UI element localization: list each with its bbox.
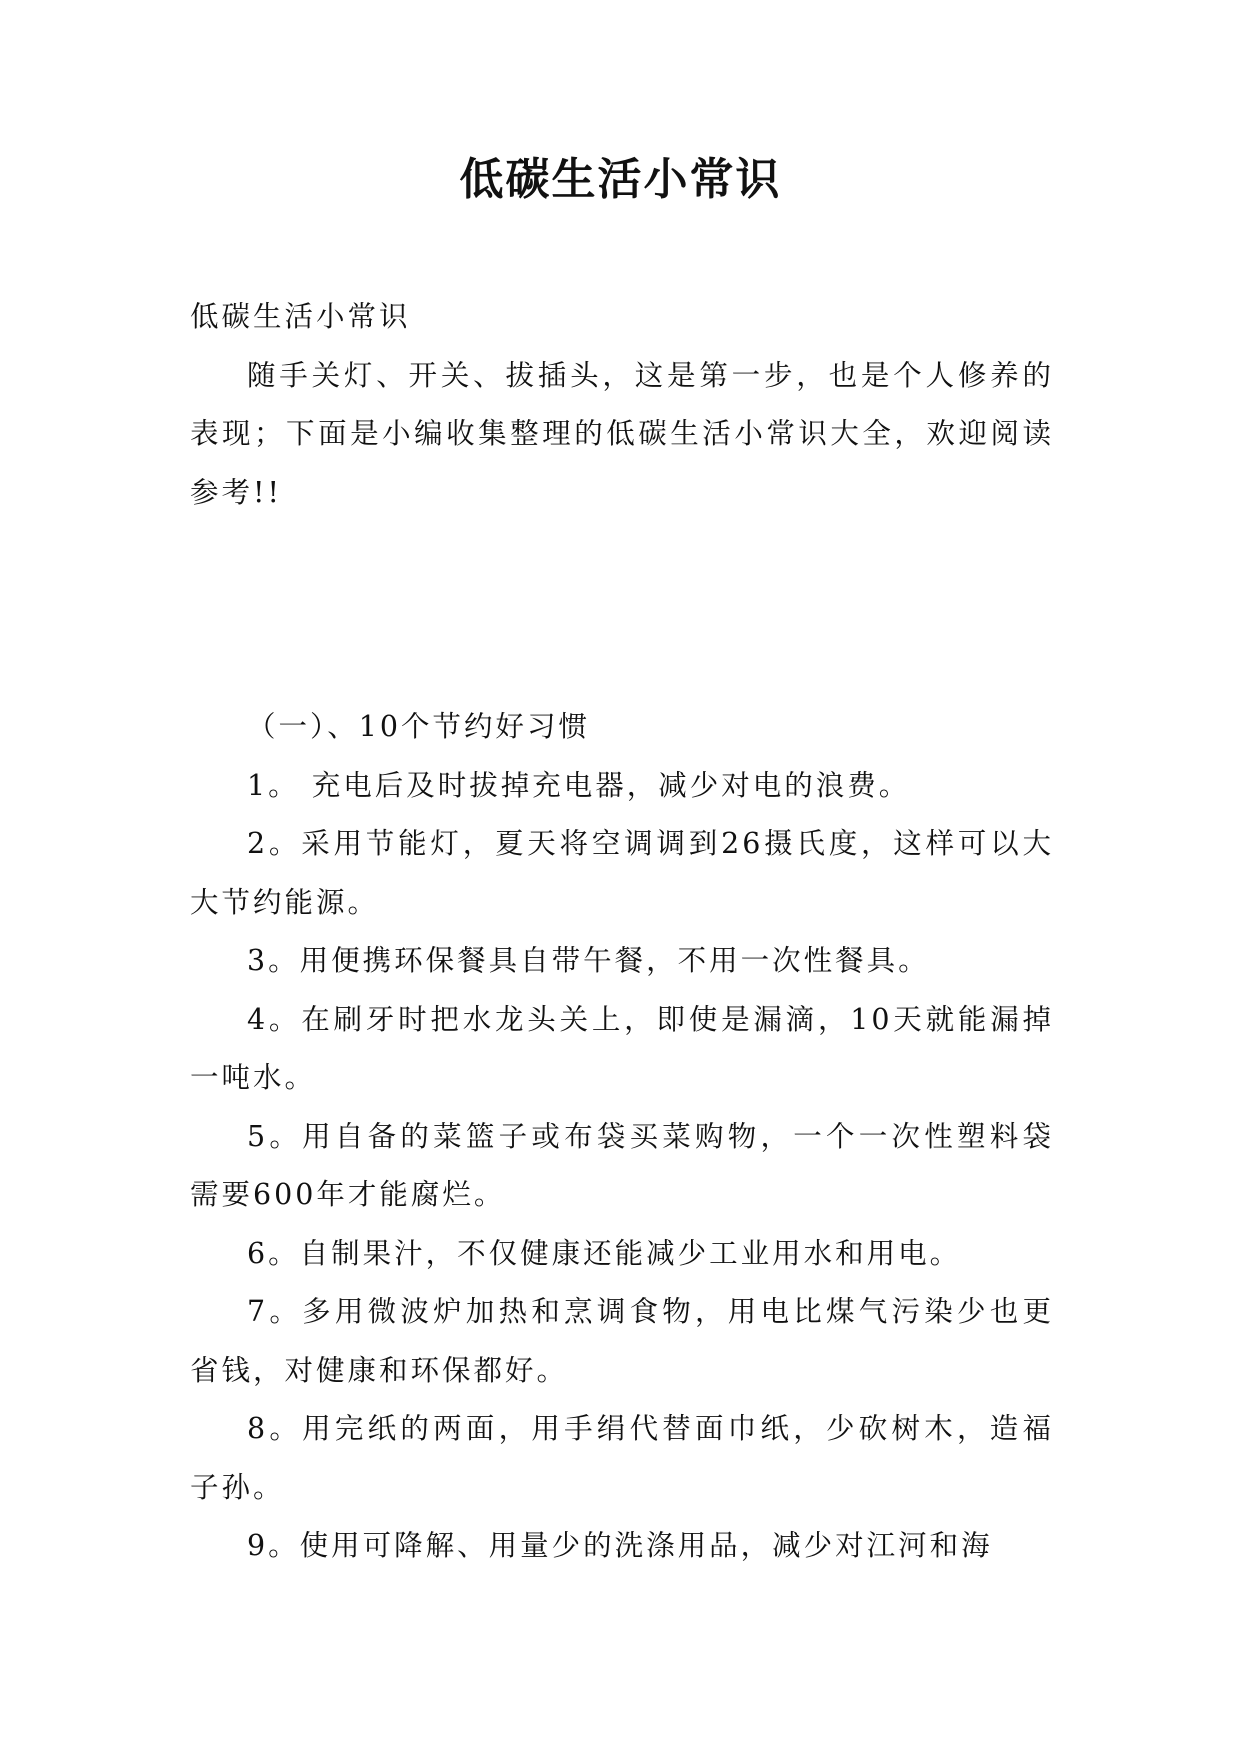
list-item: 6。自制果汁，不仅健康还能减少工业用水和用电。: [247, 1236, 962, 1270]
list-item: 4。在刷牙时把水龙头关上，即使是漏滴，10天就能漏掉一吨水。: [190, 1002, 1054, 1094]
page-title: 低碳生活小常识: [459, 154, 782, 205]
list-item: 1。 充电后及时拔掉充电器，减少对电的浪费。: [247, 768, 911, 802]
intro-paragraph: 随手关灯、开关、拔插头，这是第一步，也是个人修养的表现；下面是小编收集整理的低碳生活小常识大全，欢迎阅读参考!!: [190, 358, 1054, 509]
list-item: 7。多用微波炉加热和烹调食物，用电比煤气污染少也更省钱，对健康和环保都好。: [190, 1295, 1054, 1387]
section-spacer: [190, 522, 1054, 698]
section-heading: （一）、10个节约好习惯: [247, 710, 591, 743]
list-item: 9。使用可降解、用量少的洗涤用品，减少对江河和海: [247, 1529, 993, 1562]
document-body: [190, 288, 1054, 1576]
list-item: 3。用便携环保餐具自带午餐，不用一次性餐具。: [247, 944, 930, 977]
list-item: 5。用自备的菜篮子或布袋买菜购物，一个一次性塑料袋需要600年才能腐烂。: [190, 1119, 1054, 1211]
document-subtitle: 低碳生活小常识: [190, 300, 411, 333]
list-item: 8。用完纸的两面，用手绢代替面巾纸，少砍树木，造福子孙。: [190, 1412, 1054, 1504]
list-item: 2。采用节能灯，夏天将空调调到26摄氏度，这样可以大大节约能源。: [190, 827, 1054, 919]
